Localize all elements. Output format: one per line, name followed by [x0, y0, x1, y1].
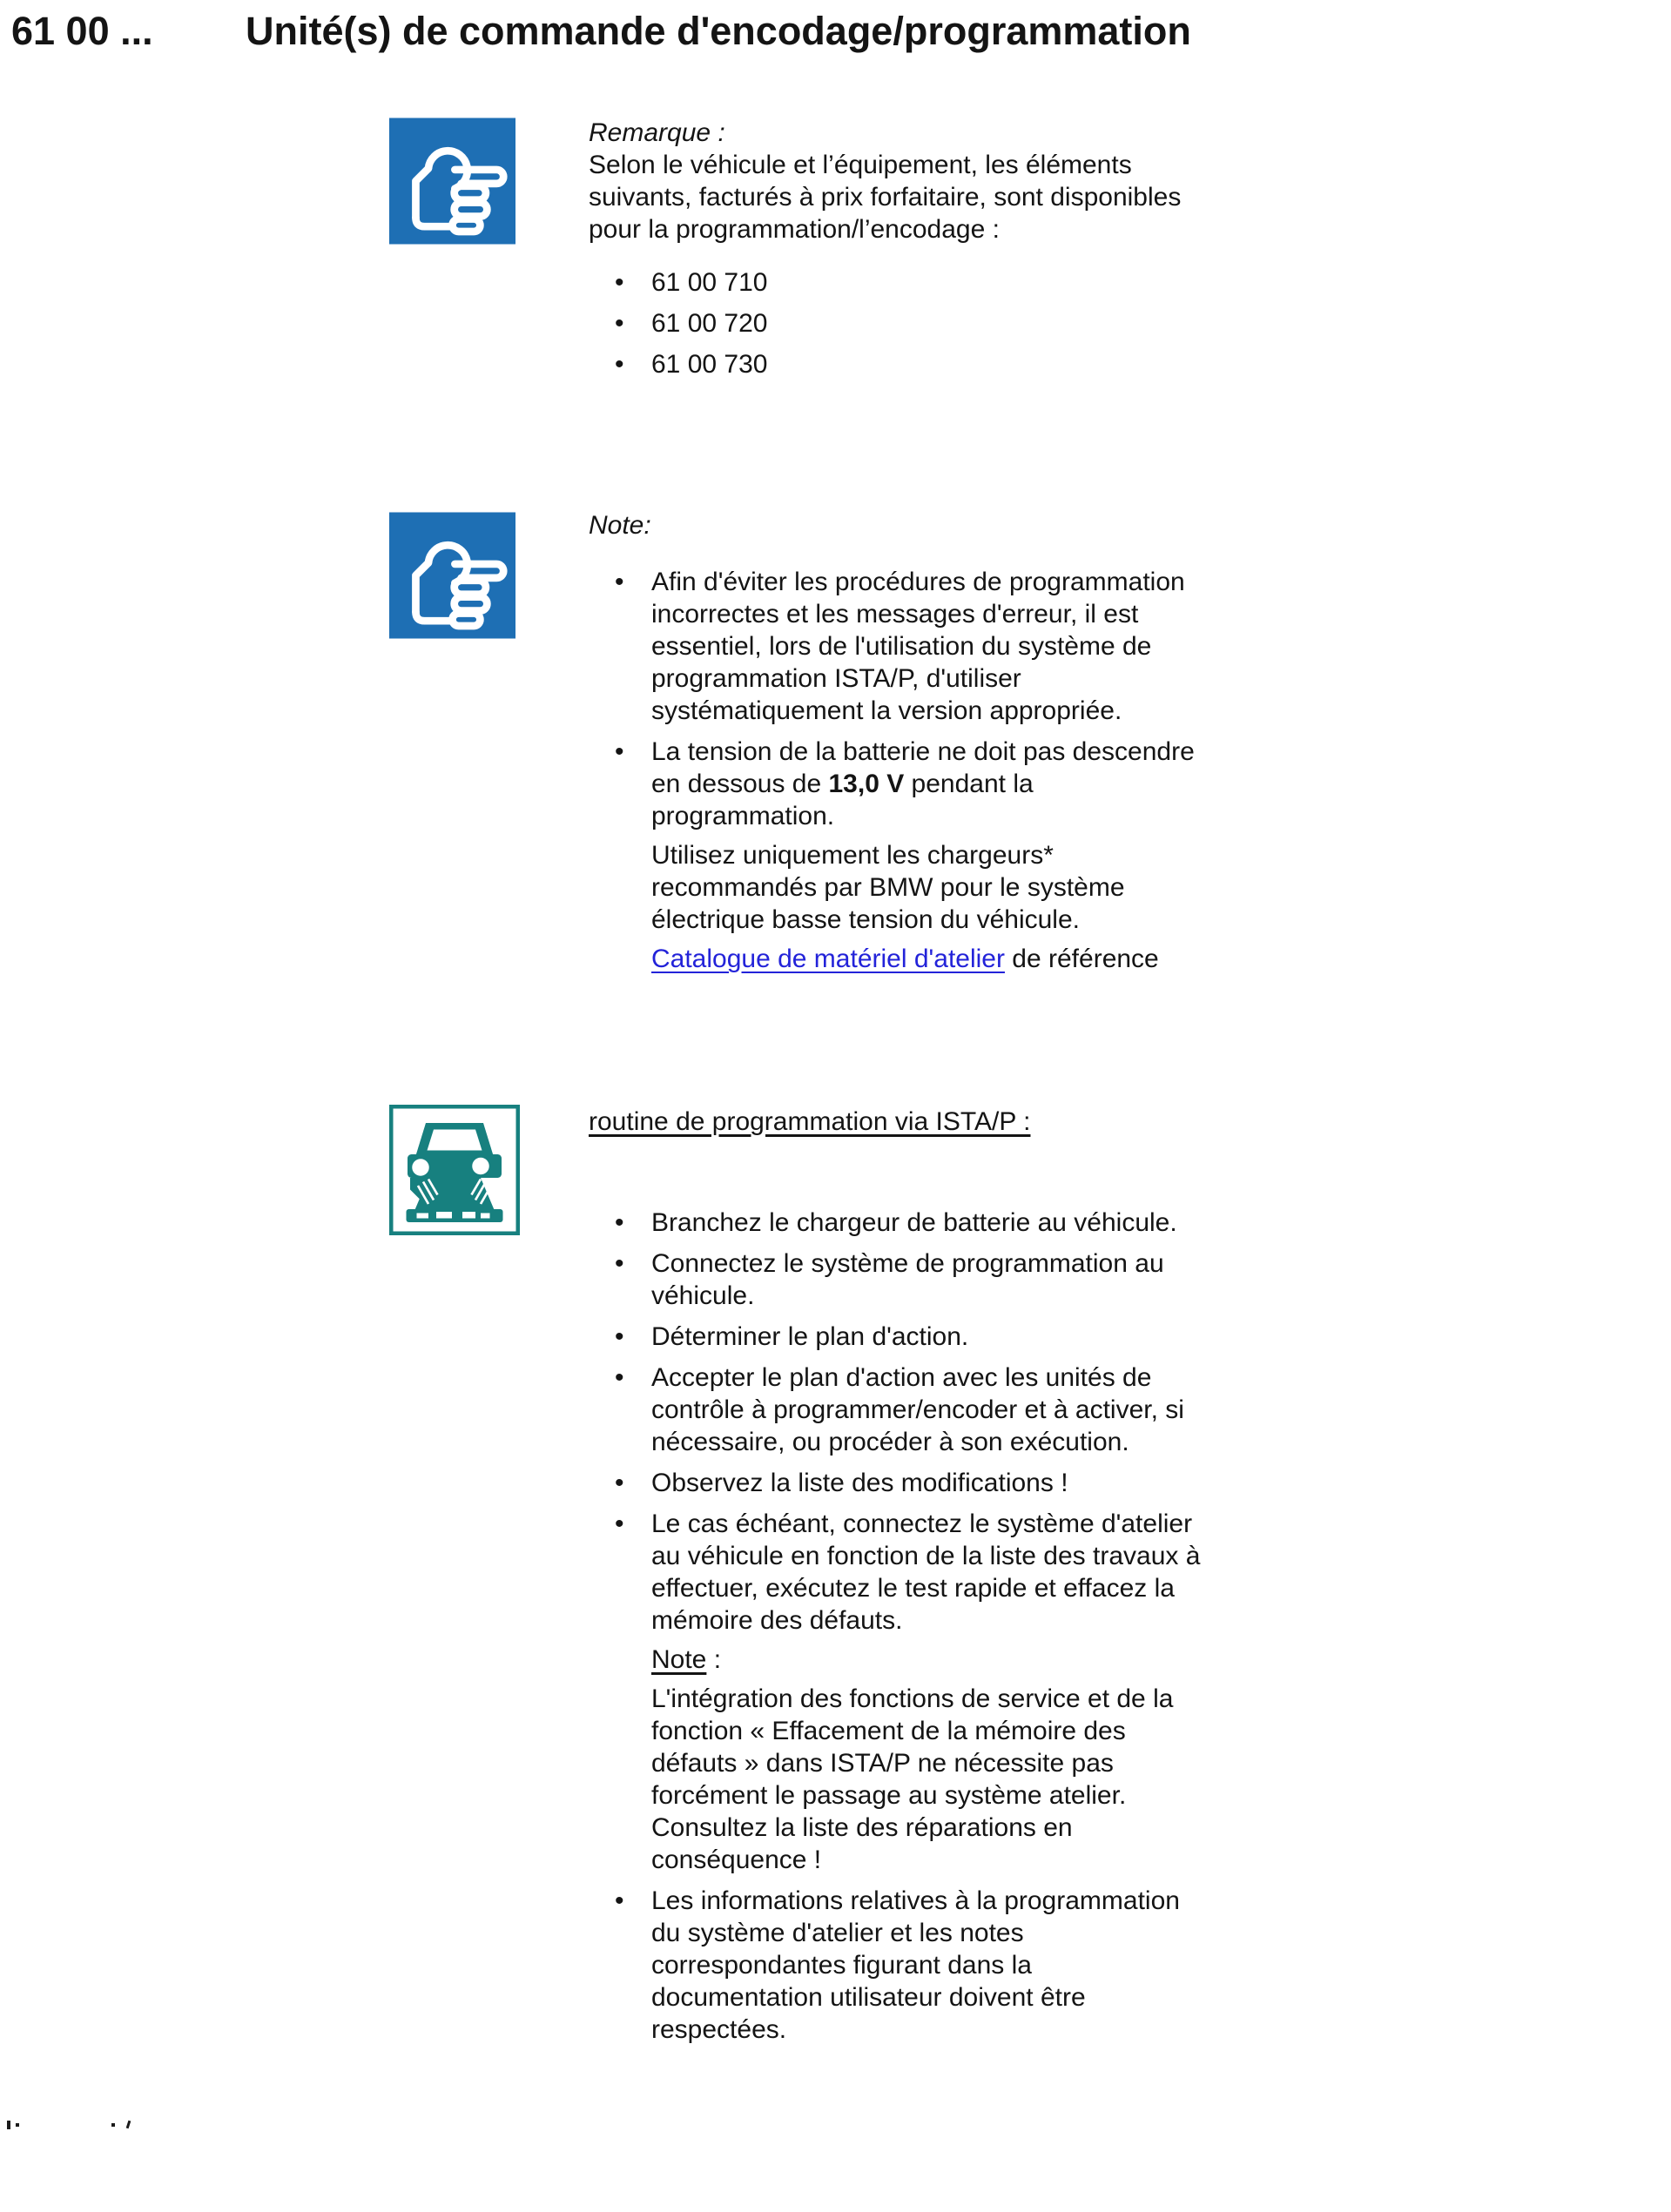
text-segment: programmation.: [651, 802, 835, 830]
text-segment: Utilisez uniquement les chargeurs*: [651, 841, 1054, 870]
text-line: [651, 1844, 1250, 1876]
text-segment: Consultez la liste des réparations en: [651, 1813, 1073, 1842]
clipped-footer-text-fragment: [126, 2121, 131, 2128]
bullet-list: [589, 566, 1250, 975]
text-line: [651, 1426, 1250, 1458]
text-segment: au véhicule en fonction de la liste des travaux à: [651, 1542, 1201, 1570]
bullet-item: [589, 266, 1250, 299]
text-segment: :: [706, 1645, 722, 1674]
text-line: [651, 1604, 1250, 1637]
text-segment: en dessous de: [651, 770, 829, 798]
paragraph: [651, 839, 1250, 936]
text-line: [651, 307, 1250, 340]
workshop-equipment-catalog-link[interactable]: Catalogue de matériel d'atelier: [651, 945, 1005, 973]
text-line: [589, 181, 1250, 213]
clipped-footer-text-fragment: [7, 2121, 10, 2129]
text-segment: programmation ISTA/P, d'utiliser: [651, 664, 1021, 693]
text-segment: 61 00 730: [651, 350, 768, 379]
text-segment: de référence: [1004, 945, 1159, 973]
text-line: [589, 213, 1250, 245]
text-segment: correspondantes figurant dans la: [651, 1951, 1032, 1980]
bullet-item: [589, 1467, 1250, 1499]
paragraph: [651, 1644, 1250, 1676]
text-segment: La tension de la batterie ne doit pas descendre: [651, 737, 1195, 766]
text-segment: respectées.: [651, 2015, 787, 2044]
text-line: [651, 1981, 1250, 2014]
text-line: [651, 1394, 1250, 1426]
text-segment: pendant la: [904, 770, 1034, 798]
remark-section: [589, 117, 1250, 389]
text-segment: Branchez le chargeur de batterie au véhicule.: [651, 1208, 1177, 1237]
note-pointing-hand-icon: [389, 511, 515, 640]
text-segment: défauts » dans ISTA/P ne nécessite pas: [651, 1749, 1114, 1778]
text-segment: Les informations relatives à la programmation: [651, 1886, 1180, 1915]
bullet-list: [589, 266, 1250, 380]
text-line: [651, 943, 1250, 975]
note-pointing-hand-icon: [389, 117, 515, 245]
text-line: [651, 1321, 1250, 1353]
text-segment: 61 00 720: [651, 309, 768, 338]
text-line: [589, 509, 1250, 541]
text-line: [651, 1572, 1250, 1604]
text-segment: systématiquement la version appropriée.: [651, 696, 1122, 725]
text-segment: pour la programmation/l’encodage :: [589, 215, 1000, 244]
text-line: [651, 348, 1250, 380]
text-segment: Observez la liste des modifications !: [651, 1469, 1068, 1497]
bullet-item: [589, 307, 1250, 340]
text-segment: nécessaire, ou procéder à son exécution.: [651, 1428, 1129, 1456]
text-line: [651, 839, 1250, 871]
text-line: [651, 1747, 1250, 1779]
text-segment: électrique basse tension du véhicule.: [651, 905, 1080, 934]
vehicle-programming-icon: [389, 1105, 520, 1235]
text-line: [589, 149, 1250, 181]
text-line: [651, 266, 1250, 299]
bullet-item: [589, 1247, 1250, 1312]
page-title: Unité(s) de commande d'encodage/programmation: [246, 9, 1191, 53]
note-section: [589, 509, 1250, 984]
text-line: [651, 736, 1250, 768]
bullet-item: [589, 736, 1250, 975]
text-line: [651, 2014, 1250, 2046]
bullet-item: [589, 566, 1250, 727]
text-line: [651, 1812, 1250, 1844]
ista-procedure-section: [589, 1106, 1250, 2054]
text-line: [651, 1683, 1250, 1715]
text-line: [651, 1508, 1250, 1540]
text-segment: suivants, facturés à prix forfaitaire, sont disponibles: [589, 183, 1182, 212]
text-segment: contrôle à programmer/encoder et à activer, si: [651, 1395, 1184, 1424]
text-segment: incorrectes et les messages d'erreur, il est: [651, 600, 1139, 629]
text-segment: mémoire des défauts.: [651, 1606, 903, 1635]
text-segment: Déterminer le plan d'action.: [651, 1322, 969, 1351]
text-segment: du système d'atelier et les notes: [651, 1919, 1024, 1947]
text-line: [651, 1467, 1250, 1499]
text-line: [651, 768, 1250, 800]
text-line: [589, 1106, 1250, 1138]
text-segment: routine de programmation via ISTA/P :: [589, 1107, 1031, 1136]
text-line: [651, 1715, 1250, 1747]
text-segment: Le cas échéant, connectez le système d'atelier: [651, 1509, 1193, 1538]
text-line: [651, 1207, 1250, 1239]
bullet-item: [589, 348, 1250, 380]
text-line: [589, 117, 1250, 149]
text-segment: Afin d'éviter les procédures de programmation: [651, 568, 1185, 596]
bullet-item: [589, 1508, 1250, 1876]
text-line: [651, 566, 1250, 598]
bullet-item: [589, 1207, 1250, 1239]
note-pointing-hand-icon-graphic: [389, 511, 515, 640]
text-segment: Accepter le plan d'action avec les unités de: [651, 1363, 1152, 1392]
text-segment: documentation utilisateur doivent être: [651, 1983, 1086, 2012]
repair-code: 61 00 ...: [11, 9, 153, 53]
text-line: [651, 1949, 1250, 1981]
clipped-footer-text-fragment: [111, 2123, 115, 2127]
text-segment: Note: [651, 1645, 707, 1674]
bullet-item: [589, 1321, 1250, 1353]
clipped-footer-text-fragment: [16, 2123, 19, 2127]
note-pointing-hand-icon-graphic: [389, 117, 515, 245]
text-segment: forcément le passage au système atelier.: [651, 1781, 1127, 1810]
text-line: [651, 1280, 1250, 1312]
vehicle-programming-icon-graphic: [389, 1105, 520, 1235]
text-segment: véhicule.: [651, 1281, 755, 1310]
text-segment: Note:: [589, 511, 651, 540]
text-segment: fonction « Effacement de la mémoire des: [651, 1717, 1126, 1745]
bullet-item: [589, 1885, 1250, 2046]
text-line: [651, 1644, 1250, 1676]
text-line: [651, 800, 1250, 832]
paragraph: [651, 1683, 1250, 1876]
text-line: [651, 904, 1250, 936]
text-line: [651, 1885, 1250, 1917]
text-segment: recommandés par BMW pour le système: [651, 873, 1125, 902]
text-segment: essentiel, lors de l'utilisation du système de: [651, 632, 1152, 661]
text-line: [651, 598, 1250, 630]
bullet-list: [589, 1207, 1250, 2046]
text-segment: conséquence !: [651, 1846, 822, 1874]
text-segment: Connectez le système de programmation au: [651, 1249, 1164, 1278]
text-segment: 61 00 710: [651, 268, 768, 297]
paragraph: [589, 1106, 1250, 1138]
text-line: [651, 1540, 1250, 1572]
text-segment: effectuer, exécutez le test rapide et effacez la: [651, 1574, 1175, 1603]
paragraph: [589, 117, 1250, 245]
text-line: [651, 1247, 1250, 1280]
text-line: [651, 662, 1250, 695]
text-line: [651, 630, 1250, 662]
text-segment: Selon le véhicule et l’équipement, les éléments: [589, 151, 1132, 179]
paragraph: [651, 943, 1250, 975]
text-line: [651, 1779, 1250, 1812]
text-segment: Remarque :: [589, 118, 725, 147]
text-segment: 13,0 V: [828, 770, 905, 798]
text-line: [651, 871, 1250, 904]
text-segment: L'intégration des fonctions de service et de la: [651, 1684, 1174, 1713]
paragraph: [589, 509, 1250, 541]
bullet-item: [589, 1361, 1250, 1458]
text-line: [651, 1917, 1250, 1949]
text-line: [651, 695, 1250, 727]
text-line: [651, 1361, 1250, 1394]
